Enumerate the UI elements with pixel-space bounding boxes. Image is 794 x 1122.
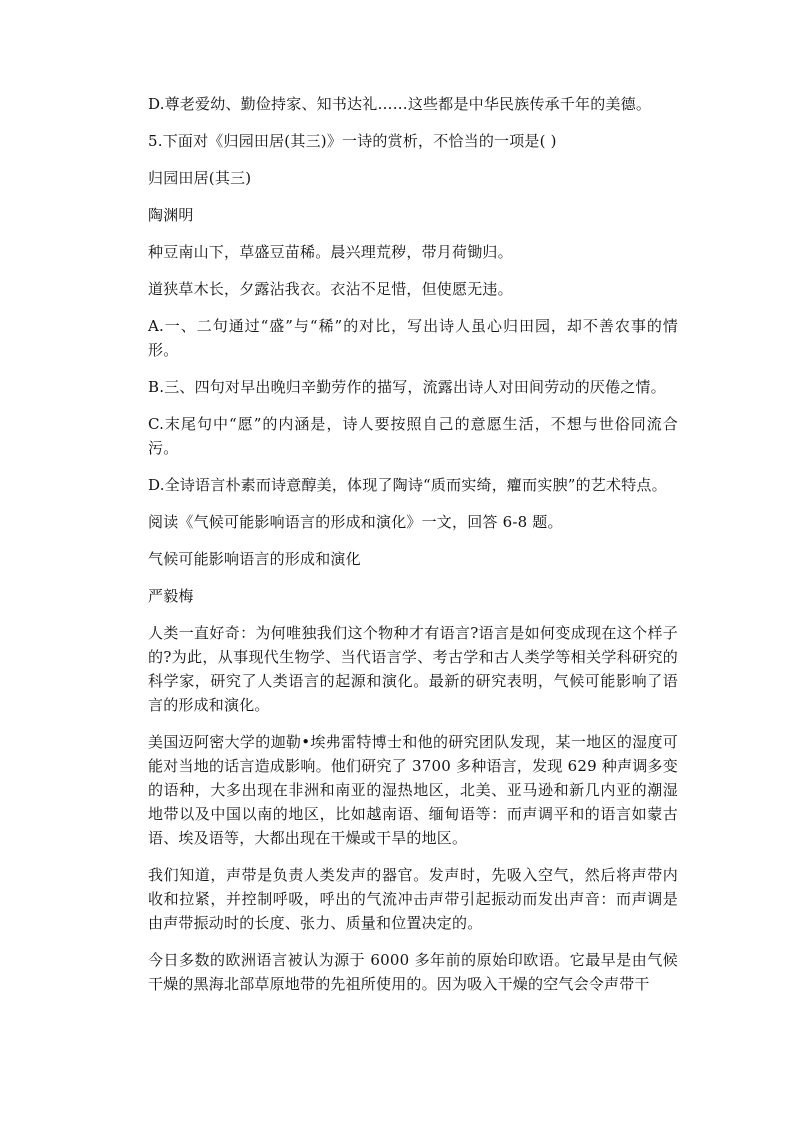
option-a: A.一、二句通过“盛”与“稀”的对比，写出诗人虽心归田园，却不善农事的情形。 [148,317,678,359]
option-d: D.全诗语言朴素而诗意醇美，体现了陶诗“质而实绮，癯而实腴”的艺术特点。 [148,476,667,494]
option-b: B.三、四句对早出晚归辛勤劳作的描写，流露出诗人对田间劳动的厌倦之情。 [148,378,666,396]
article-paragraph-1: 人类一直好奇：为何唯独我们这个物种才有语言?语言是如何变成现在这个样子的?为此，从事现代生物学、当代语言学、考古学和古人类学等相关学科研究的科学家，研究了人类语言的起源和演化。最新的研究表明，气候可能影响了语言的形成和演化。 [148,624,678,714]
poem-line-2: 道狭草木长，夕露沾我衣。衣沾不足惜，但使愿无违。 [148,280,513,298]
article-paragraph-4: 今日多数的欧洲语言被认为源于 6000 多年前的原始印欧语。它最早是由气候干燥的黑海北部草原地带的先祖所使用的。因为吸入干燥的空气会令声带干 [148,951,678,993]
option-c: C.末尾句中“愿”的内涵是，诗人要按照自己的意愿生活，不想与世俗同流合污。 [148,415,678,457]
article-author: 严毅梅 [148,587,194,605]
reading-intro: 阅读《气候可能影响语言的形成和演化》一文，回答 6-8 题。 [148,513,563,531]
poem-line-1: 种豆南山下，草盛豆苗稀。晨兴理荒秽，带月荷锄归。 [148,243,513,261]
article-title: 气候可能影响语言的形成和演化 [148,550,361,568]
document-page [148,92,678,1009]
article-paragraph-3: 我们知道，声带是负责人类发声的器官。发声时，先吸入空气，然后将声带内收和拉紧，并控制呼吸，呼出的气流冲击声带引起振动而发出声音：而声调是由声带振动时的长度、张力、质量和位置决定的。 [148,866,678,932]
article-paragraph-2: 美国迈阿密大学的迦勒•埃弗雷特博士和他的研究团队发现，某一地区的湿度可能对当地的话言造成影响。他们研究了 3700 多种语言，发现 629 种声调多变的语种，大多出现在非洲和南亚的湿热地区，北美、亚马逊和新几内亚的潮湿地带以及中国以南的地区，比如越南语、缅甸语等：而声调平和的语言如蒙古语、埃及语等，大都出现在干燥或干旱的地区。 [148,733,678,847]
poem-author: 陶渊明 [148,206,194,224]
option-d-previous: D.尊老爱幼、勤俭持家、知书达礼……这些都是中华民族传承千年的美德。 [148,95,652,113]
question-5: 5.下面对《归园田居(其三)》一诗的赏析，不恰当的一项是( ) [148,132,557,150]
poem-title: 归园田居(其三) [148,169,252,187]
